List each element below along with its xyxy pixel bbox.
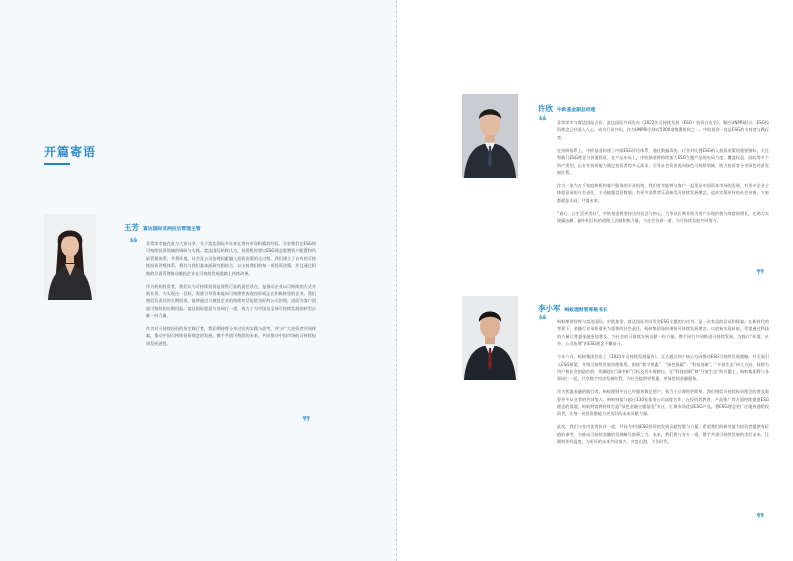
open-quote-icon: ❝ (129, 234, 138, 252)
paragraph: 作为机构投资者，我们认为可持续投资是资管行业的责任所在，是推动企业以可持续的方式开展业务、为实现这一目标，需要引导资本流向可持续性表现良好或正在积极转型的企业。我们相信负责任的长期投资，能够通过与被投企业的持续对话促进良好的公司治理，进而为客户创造可持续的长期回报。富达国际愿意与各同行一道，致力于为中国及全球可持续发展的转型贡献一份力量。 (146, 283, 316, 319)
message-li-xiaojun (557, 318, 769, 451)
right-page (397, 0, 793, 561)
close-quote-icon: ❞ (756, 510, 765, 528)
paragraph: 非常荣幸与富达国际合作，富达国际共同发布《2022年可持续发展（ESG）投资白皮书》。顺应UNPRI倡议，ESG投资理念已经深入人心，成为行业共识。作为UNPRI全球近5000家签署机构之一，中欧基金一直是ESG的支持者与践行者。 (557, 120, 769, 140)
paragraph: 非常荣幸能在此与大家分享，关于富达国际多年来在海外市场积累的经验。分享我们在ESG和可持续投资领域的调研与实践。富达国际始终认为，投资机构要以ESG理念重塑资产配置和风险管理体系，并将环境、社会及公司治理因素融入投资决策的全过程。我们建立了自有的可持续投资评级体系，将其与我们基本面研究相结合，以支持我们的每一项投资决策，并且通过积极的尽责管理推动被投企业在可持续发展道路上持续改善。 (146, 241, 316, 276)
person-title: 富达国际亚洲投后管理主管 (143, 227, 201, 232)
paragraph: 蚂蚁理财智库与富达国际、中欧基金，富达国际共同发布ESG主题的白皮书，是一次有益的尝试和探索。在新时代的背景下，金融行业承担着更为重要的社会责任，蚂蚁集团始终秉持可持续发展理念，以创新实现价值，希望通过科技的力量让普惠金融更加普及，为社会的可持续发展贡献一份力量，携手同行共同推进可持续发展，为践行“环境、社会、公司治理”的ESG理念不懈奋斗。 (557, 319, 769, 347)
portrait-wang-fang (44, 214, 96, 300)
person-title: 蚂蚁理财智库秘书长 (564, 308, 608, 313)
person-title: 中欧基金副总经理 (557, 108, 596, 113)
person-name: 李小军 (538, 304, 561, 313)
name-line-wang-fang (124, 215, 201, 234)
open-quote-icon: ❝ (538, 311, 547, 329)
paragraph: 作为一家为万千家庭和机构客户服务的专业机构，我们有幸能够与客户一起见证中国资本市场的发展，有更多企业主体愿意承担社会责任，主动披露信息数据；有更多消费者乐意接受可持续发展理念，追求实现更好的社会价值，大家都愿意认同，共谋未来。 (557, 182, 769, 203)
close-quote-icon: ❞ (302, 413, 311, 431)
paragraph: 作为对可持续投资的坚定践行者，我们期待将分享过往的实践与思考，并与广大投资者共同探索，推动中国可持续投资理念的发展，携手共创可持续的未来，共同推动中国市场的可持续投资发展进程。 (146, 326, 316, 346)
message-xu-xin (557, 119, 769, 230)
paragraph: “真心、让生活更美好”，中欧基金将坚持这份信念与初心，力争以长期业绩为用户实现价值与财富的增长，在助力实现碳达峰、碳中和目标的道路上贡献积极力量，与社会各界一道，为可持续发展共同努力。 (557, 210, 769, 223)
open-quote-icon: ❝ (538, 112, 547, 130)
message-wang-fang (146, 240, 316, 353)
paragraph: 今年六月，蚂蚁集团发布了《2021年可持续发展报告》，正式通过四个核心方向推动ESG可持续发展战略，并全面引入ESG框架，升级可持续发展治理体系。围绕“数字普惠”、“绿色低碳”、“科技创新”、“开放生态”四大方向，持续为用户和社会创造价值，明确提出“碳中和”目标及其实现路径。在“科技创新”和“开放生态”的议题上，蚂蚁集团将与各界同仁一起，共享数字经济发展红利，为社会提供更普惠、更绿色的金融服务。 (557, 354, 769, 382)
paragraph: 此次，我们与业内优秀伙伴一道，共同为中国ESG投资的发展贡献智慧与力量，希望我们的研究能为投资者提供有价值的参考，为推动可持续金融的发展略尽绵薄之力。未来，我们将与各方一道，携手共建可持续发展的美好未来，让理财更有温度，为更好的未来共同努力，共赴山海，不负时代。 (557, 424, 769, 445)
paragraph: 在投研体系上，中欧基金构建了内部ESG评估体系，通过数据清洗、行业对比将ESG纳入投资决策的重要指标，关注和践行ESG理念与价值投资。在产品布局上，中欧基金将持续加大ESG主题产品的布局力度，覆盖权益、固收等多个资产类别，以专业投资能力满足投资者的多元需求，引导社会资金流向绿色可持续领域，助力投资者分享绿色经济发展红利。 (557, 147, 769, 175)
paragraph: 作为普惠金融的践行者，蚂蚁理财平台已经服务数亿用户，致力于让理财更简单。我们相信可持续投资理念的普及需要更多从业者的共同努力。蚂蚁财富与超过130家基金公司深度合作，在投资者教育、产品推广等方面持续推进ESG理念的落地。蚂蚁财富将持续打造“绿色金融主题基金”专区，汇聚市场优质ESG产品，将ESG理念更广泛地传递给投资者，让每一份投资都能为更美好的未来贡献力量。 (557, 389, 769, 417)
person-name: 王芳 (124, 223, 139, 232)
section-title: 开篇寄语 (44, 145, 97, 159)
name-line-li-xiaojun (538, 296, 608, 315)
close-quote-icon: ❞ (756, 266, 765, 284)
portrait-xu-xin (462, 94, 518, 178)
portrait-li-xiaojun (462, 296, 518, 380)
section-title-underline (44, 163, 70, 165)
person-name: 许欣 (538, 104, 553, 113)
